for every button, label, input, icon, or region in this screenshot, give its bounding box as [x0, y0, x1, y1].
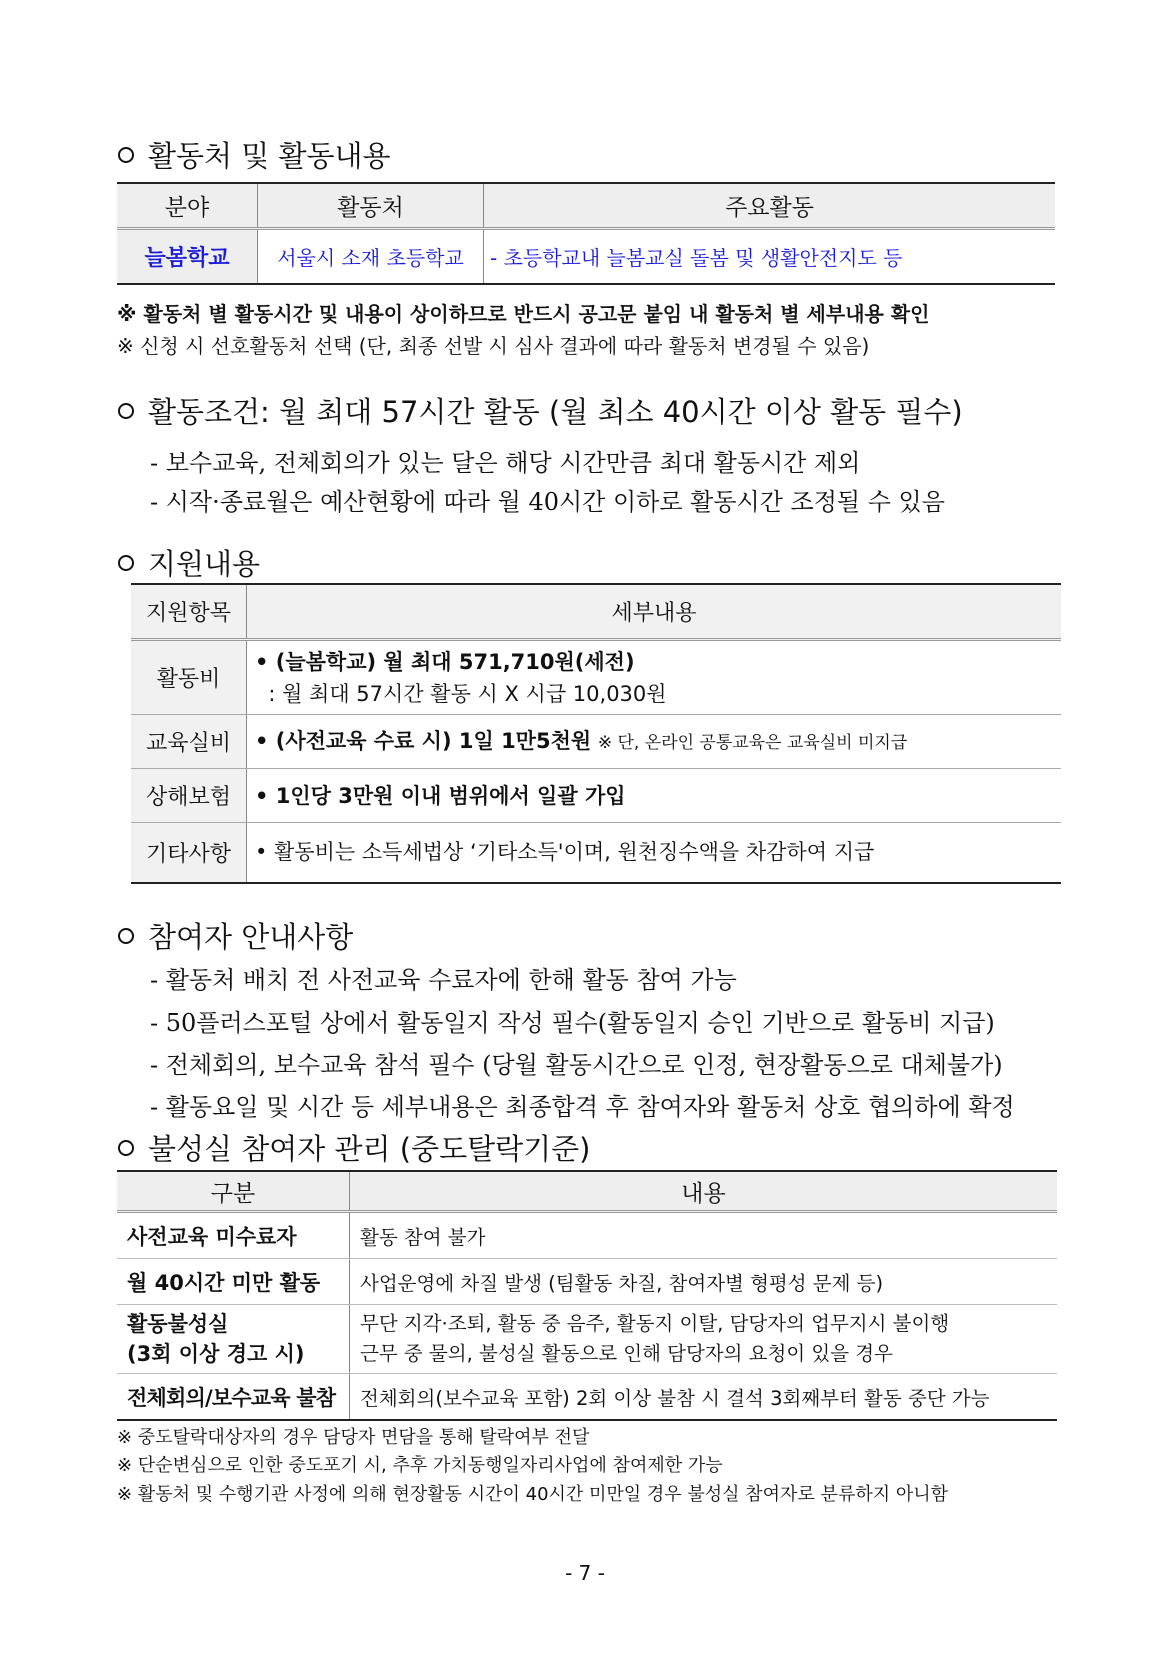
table-row: [131, 769, 1061, 823]
cell-content: 전체회의(보수교육 포함) 2회 이상 불참 시 결석 3회째부터 활동 중단 가능: [360, 1386, 990, 1410]
guide-item: - 50플러스포털 상에서 활동일지 작성 필수(활동일지 승인 기반으로 활동비 지급): [150, 1009, 995, 1037]
section-heading-support: [118, 542, 260, 583]
note-exception: ※ 활동처 및 수행기관 사정에 의해 현장활동 시간이 40시간 미만일 경우 불성실 참여자로 분류하지 아니함: [117, 1484, 948, 1505]
cell-details: [247, 640, 1062, 715]
guide-item: - 전체회의, 보수교육 참석 필수 (당월 활동시간으로 인정, 현장활동으로 대체불가): [150, 1051, 1003, 1079]
table-header-row: [117, 183, 1055, 229]
cell-item: 기타사항: [131, 823, 247, 883]
section-title: 불성실 참여자 관리 (중도탈락기준): [148, 1132, 591, 1166]
table-row: [131, 823, 1061, 883]
circle-bullet-icon: [118, 928, 134, 944]
note-preferred-place: ※ 신청 시 선호활동처 선택 (단, 최종 선발 시 심사 결과에 따라 활동처 변경될 수 있음): [117, 334, 870, 358]
condition-item: - 보수교육, 전체회의가 있는 달은 해당 시간만큼 최대 활동시간 제외: [150, 449, 861, 477]
cell-content: 활동 참여 불가: [350, 1212, 1058, 1259]
cell-field: 늘봄학교: [117, 229, 258, 285]
section-heading-dropout-criteria: [118, 1127, 590, 1168]
cell-category: 월 40시간 미만 활동: [117, 1259, 350, 1305]
cell-category: 전체회의/보수교육 불참: [117, 1374, 350, 1421]
detail-line: • (늘봄학교) 월 최대 571,710원(세전): [255, 649, 635, 674]
content-line: 무단 지각·조퇴, 활동 중 음주, 활동지 이탈, 담당자의 업무지시 불이행: [360, 1312, 950, 1335]
cell-place: 서울시 소재 초등학교: [258, 229, 484, 285]
cell-content: 사업운영에 차질 발생 (팀활동 차질, 참여자별 형평성 문제 등): [350, 1259, 1058, 1305]
note-check-details: ※ 활동처 별 활동시간 및 내용이 상이하므로 반드시 공고문 붙임 내 활동처 별 세부내용 확인: [117, 302, 930, 326]
cell-item: 활동비: [131, 640, 247, 715]
content-line: 근무 중 물의, 불성실 활동으로 인해 담당자의 요청이 있을 경우: [360, 1342, 893, 1365]
cell-details: • 1인당 3만원 이내 범위에서 일괄 가입: [247, 769, 1062, 823]
table-row: [117, 229, 1055, 285]
header-content: 내용: [350, 1171, 1058, 1212]
header-details: 세부내용: [247, 584, 1062, 640]
support-table: [131, 583, 1061, 884]
header-category: 구분: [117, 1171, 350, 1212]
header-main-activity: 주요활동: [484, 183, 1056, 229]
circle-bullet-icon: [118, 147, 134, 163]
table-row: [131, 640, 1061, 715]
section-title: 활동조건: 월 최대 57시간 활동 (월 최소 40시간 이상 활동 필수): [148, 395, 963, 429]
category-line: (3회 이상 경고 시): [127, 1342, 305, 1366]
cell-details: [247, 715, 1062, 769]
table-row: [117, 1212, 1057, 1259]
guide-item: - 활동처 배치 전 사전교육 수료자에 한해 활동 참여 가능: [150, 966, 737, 994]
guide-item: - 활동요일 및 시간 등 세부내용은 최종합격 후 참여자와 활동처 상호 협의하에 확정: [150, 1093, 1015, 1121]
note-participation-limit: ※ 단순변심으로 인한 중도포기 시, 추후 가치동행일자리사업에 참여제한 가능: [117, 1455, 723, 1476]
cell-category: 사전교육 미수료자: [117, 1212, 350, 1259]
detail-note: ※ 단, 온라인 공통교육은 교육실비 미지급: [597, 732, 908, 753]
detail-line: : 월 최대 57시간 활동 시 X 시급 10,030원: [255, 681, 667, 706]
header-field: 분야: [117, 183, 258, 229]
section-title: 참여자 안내사항: [148, 920, 354, 954]
section-heading-activity-conditions: [118, 390, 963, 431]
section-heading-participant-guide: [118, 915, 353, 956]
section-heading-activity-place: [118, 134, 391, 175]
note-dropout-notice: ※ 중도탈락대상자의 경우 담당자 면담을 통해 탈락여부 전달: [117, 1427, 590, 1448]
detail-line: • (사전교육 수료 시) 1일 1만5천원: [255, 728, 592, 753]
dropout-criteria-table: [117, 1170, 1057, 1421]
section-title: 지원내용: [148, 547, 261, 581]
table-row: [117, 1374, 1057, 1421]
condition-item: - 시작·종료월은 예산현황에 따라 월 40시간 이하로 활동시간 조정될 수 있음: [150, 488, 945, 516]
table-row: [131, 715, 1061, 769]
table-row: [117, 1259, 1057, 1305]
cell-category: [117, 1305, 350, 1374]
table-row: [117, 1305, 1057, 1374]
table-header-row: [131, 584, 1061, 640]
circle-bullet-icon: [118, 1140, 134, 1156]
table-header-row: [117, 1171, 1057, 1212]
cell-main-activity: - 초등학교내 늘봄교실 돌봄 및 생활안전지도 등: [490, 246, 903, 270]
circle-bullet-icon: [118, 403, 134, 419]
section-title: 활동처 및 활동내용: [148, 139, 391, 173]
header-support-item: 지원항목: [131, 584, 247, 640]
cell-details: • 활동비는 소득세법상 ‘기타소득'이며, 원천징수액을 차감하여 지급: [255, 840, 875, 865]
cell-content: [350, 1305, 1058, 1374]
cell-item: 교육실비: [131, 715, 247, 769]
header-place: 활동처: [258, 183, 484, 229]
category-line: 활동불성실: [127, 1312, 229, 1336]
page-number: - 7 -: [565, 1561, 605, 1585]
activity-place-table: [117, 182, 1055, 285]
cell-item: 상해보험: [131, 769, 247, 823]
circle-bullet-icon: [118, 555, 134, 571]
